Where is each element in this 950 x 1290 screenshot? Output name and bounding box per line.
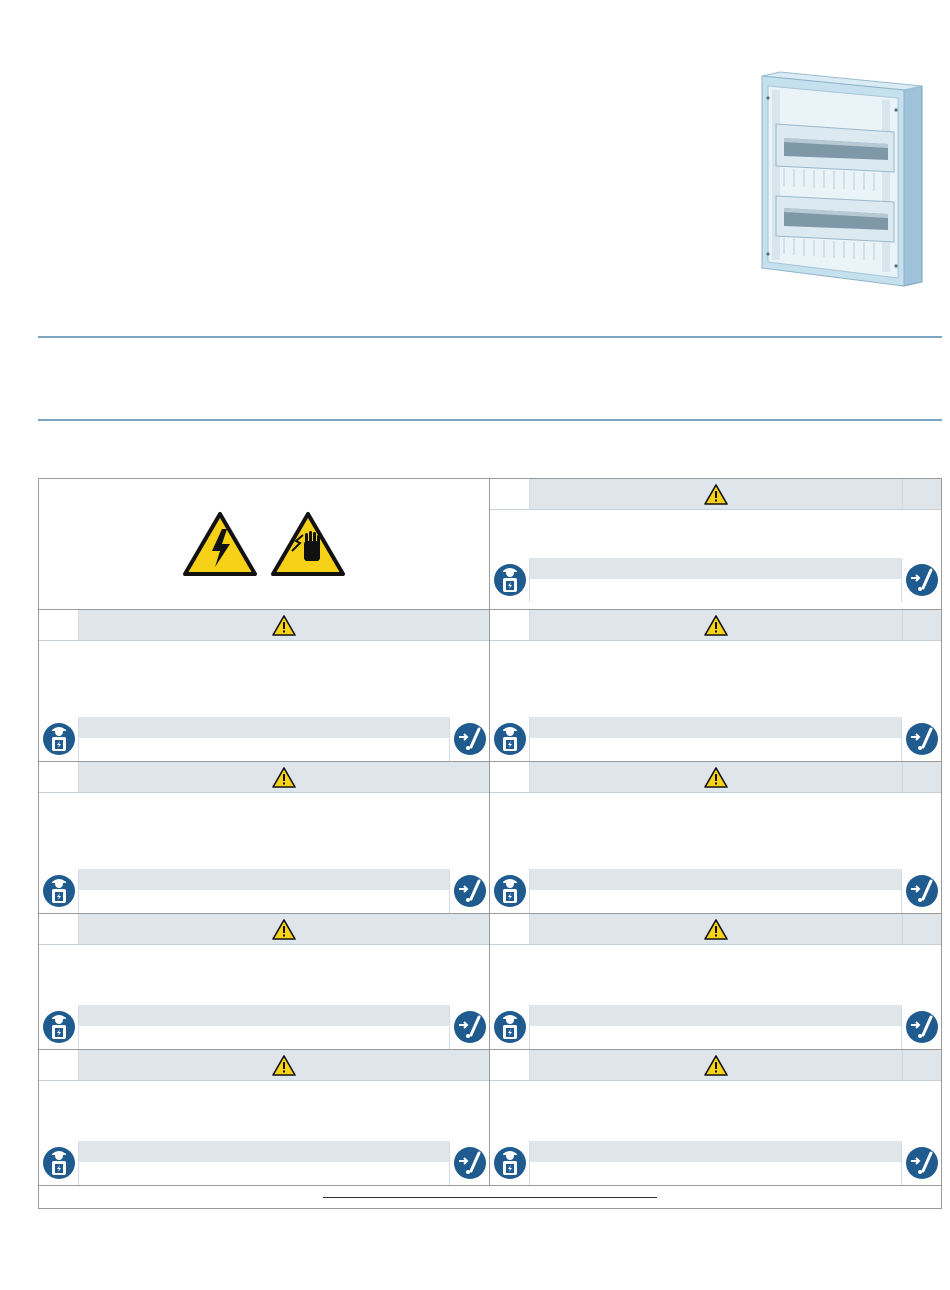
disconnect-instruction-icon (905, 874, 939, 908)
warning-block (490, 1050, 941, 1185)
warning-block (39, 610, 490, 761)
safety-instructions-table (38, 478, 942, 1209)
qualified-electrician-icon (493, 722, 527, 756)
divider-top (38, 336, 942, 338)
qualified-electrician-icon (42, 1010, 76, 1044)
warning-block (39, 1050, 490, 1185)
qualified-electrician-icon (493, 874, 527, 908)
warning-text (490, 945, 941, 1005)
table-row (39, 1050, 941, 1186)
warning-text (490, 510, 941, 558)
disconnect-instruction-icon (905, 1010, 939, 1044)
disconnect-instruction-icon (453, 1146, 487, 1180)
warning-triangle-icon (704, 615, 728, 636)
table-row (39, 610, 941, 762)
warning-triangle-icon (272, 1055, 296, 1076)
warning-triangle-icon (704, 1055, 728, 1076)
table-row (39, 762, 941, 914)
warning-block (490, 914, 941, 1049)
warning-block (39, 914, 490, 1049)
warning-text (39, 945, 489, 1005)
warning-triangle-icon (704, 484, 728, 505)
disconnect-instruction-icon (905, 563, 939, 597)
disconnect-instruction-icon (453, 1010, 487, 1044)
warning-triangle-icon (272, 767, 296, 788)
disconnect-instruction-icon (453, 722, 487, 756)
qualified-electrician-icon (493, 1010, 527, 1044)
warning-text (39, 641, 489, 717)
warning-text (39, 793, 489, 869)
qualified-electrician-icon (42, 874, 76, 908)
qualified-electrician-icon (42, 722, 76, 756)
table-row (39, 479, 941, 610)
disconnect-instruction-icon (905, 722, 939, 756)
footer-link-underline (323, 1197, 657, 1198)
table-footer (39, 1186, 941, 1208)
disconnect-instruction-icon (453, 874, 487, 908)
qualified-electrician-icon (493, 563, 527, 597)
electrical-voltage-warning-icon (182, 511, 258, 577)
qualified-electrician-icon (42, 1146, 76, 1180)
table-row (39, 914, 941, 1050)
warning-triangle-icon (272, 919, 296, 940)
divider-bottom (38, 419, 942, 421)
action-row (490, 558, 941, 602)
warning-header (490, 479, 941, 510)
warning-text (490, 641, 941, 717)
warning-triangle-icon (704, 767, 728, 788)
product-image (754, 68, 926, 290)
warning-triangle-icon (272, 615, 296, 636)
warning-block (490, 479, 941, 609)
warning-block (490, 762, 941, 913)
disconnect-instruction-icon (905, 1146, 939, 1180)
warning-triangle-icon (704, 919, 728, 940)
electric-shock-hand-warning-icon (270, 511, 346, 577)
warning-block (39, 762, 490, 913)
warning-text (39, 1081, 489, 1141)
warning-block (490, 610, 941, 761)
hazard-symbols-panel (39, 479, 490, 609)
qualified-electrician-icon (493, 1146, 527, 1180)
warning-text (490, 1081, 941, 1141)
warning-text (490, 793, 941, 869)
